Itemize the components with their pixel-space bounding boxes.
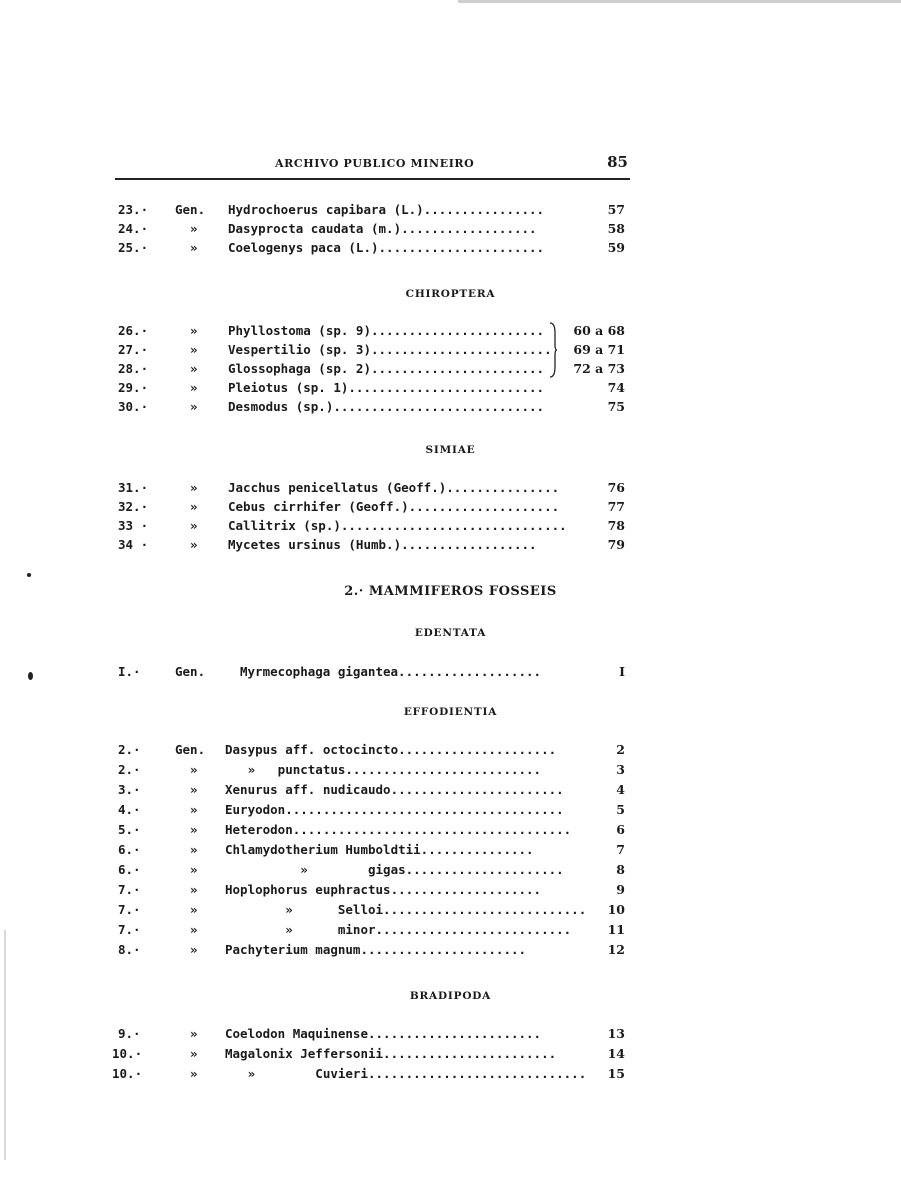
entry-name: Coelogenys paca (L.)...................... bbox=[228, 240, 545, 255]
entry-name: Hydrochoerus capibara (L.)................ bbox=[228, 202, 545, 217]
list-item bbox=[0, 800, 901, 819]
entry-number: 7.· bbox=[118, 902, 141, 917]
section-heading: BRADIPODA bbox=[409, 990, 492, 1002]
entry-page: 60 a 68 bbox=[573, 323, 625, 338]
list-item bbox=[0, 840, 901, 859]
entry-name: Cebus cirrhifer (Geoff.).................... bbox=[228, 499, 560, 514]
list-item bbox=[0, 340, 901, 359]
entry-page: 5 bbox=[616, 802, 625, 817]
entry-number: 25.· bbox=[118, 240, 149, 255]
entry-name: Dasyprocta caudata (m.).................. bbox=[228, 221, 537, 236]
entry-name: » Cuvieri............................. bbox=[225, 1066, 587, 1081]
list-item bbox=[0, 740, 901, 759]
header-page-number: 85 bbox=[607, 153, 628, 171]
list-item bbox=[0, 900, 901, 919]
section-heading: SIMIAE bbox=[425, 444, 476, 456]
entry-page: 7 bbox=[616, 842, 625, 857]
list-item bbox=[0, 1044, 901, 1063]
entry-number: 7.· bbox=[118, 922, 141, 937]
entry-genus-marker: » bbox=[190, 1066, 198, 1081]
entry-number: 2.· bbox=[118, 762, 141, 777]
entry-number: 31.· bbox=[118, 480, 149, 495]
header-rule bbox=[115, 178, 630, 180]
entry-name: Glossophaga (sp. 2)....................... bbox=[228, 361, 545, 376]
entry-genus-marker: » bbox=[190, 782, 198, 797]
entry-name: Magalonix Jeffersonii....................... bbox=[225, 1046, 557, 1061]
entry-name: Phyllostoma (sp. 9)....................... bbox=[228, 323, 545, 338]
list-item bbox=[0, 359, 901, 378]
entry-number: I.· bbox=[118, 664, 141, 679]
entry-page: 77 bbox=[607, 499, 625, 514]
entry-page: 3 bbox=[616, 762, 625, 777]
entry-name: Pachyterium magnum...................... bbox=[225, 942, 527, 957]
list-item bbox=[0, 760, 901, 779]
entry-page: 10 bbox=[607, 902, 625, 917]
entry-name: Hoplophorus euphractus.................... bbox=[225, 882, 542, 897]
list-item bbox=[0, 200, 901, 219]
entry-number: 10.· bbox=[112, 1066, 143, 1081]
entry-page: 4 bbox=[616, 782, 625, 797]
entry-number: 24.· bbox=[118, 221, 149, 236]
entry-page: 59 bbox=[607, 240, 625, 255]
entry-name: Chlamydotherium Humboldtii............... bbox=[225, 842, 534, 857]
entry-page: 11 bbox=[607, 922, 625, 937]
entry-genus-marker: » bbox=[190, 361, 198, 376]
section-heading: EFFODIENTIA bbox=[403, 706, 498, 718]
entry-number: 7.· bbox=[118, 882, 141, 897]
entry-genus-marker: » bbox=[190, 480, 198, 495]
entry-name: » gigas..................... bbox=[225, 862, 564, 877]
entry-name: Pleiotus (sp. 1).......................... bbox=[228, 380, 545, 395]
entry-genus-marker: » bbox=[190, 323, 198, 338]
entry-page: 69 a 71 bbox=[573, 342, 625, 357]
entry-genus-marker: » bbox=[190, 862, 198, 877]
entry-page: 15 bbox=[607, 1066, 625, 1081]
list-item bbox=[0, 535, 901, 554]
entry-name: » punctatus.......................... bbox=[225, 762, 542, 777]
entry-page: 8 bbox=[616, 862, 625, 877]
list-item bbox=[0, 516, 901, 535]
entry-genus-marker: » bbox=[190, 380, 198, 395]
entry-number: 28.· bbox=[118, 361, 149, 376]
entry-genus-marker: » bbox=[190, 942, 198, 957]
list-item bbox=[0, 880, 901, 899]
entry-number: 29.· bbox=[118, 380, 149, 395]
entry-genus-marker: Gen. bbox=[175, 202, 206, 217]
entry-number: 26.· bbox=[118, 323, 149, 338]
entry-name: Desmodus (sp.)............................ bbox=[228, 399, 545, 414]
entry-genus-marker: » bbox=[190, 499, 198, 514]
entry-genus-marker: » bbox=[190, 822, 198, 837]
entry-number: 5.· bbox=[118, 822, 141, 837]
header-title: ARCHIVO PUBLICO MINEIRO bbox=[275, 157, 475, 170]
entry-genus-marker: » bbox=[190, 537, 198, 552]
entry-name: Euryodon..................................... bbox=[225, 802, 564, 817]
page-edge-top bbox=[458, 0, 901, 3]
entry-number: 27.· bbox=[118, 342, 149, 357]
entry-number: 33 · bbox=[118, 518, 149, 533]
entry-page: 9 bbox=[616, 882, 625, 897]
entry-name: Mycetes ursinus (Humb.).................. bbox=[228, 537, 537, 552]
entry-page: I bbox=[619, 664, 625, 679]
entry-genus-marker: » bbox=[190, 902, 198, 917]
entry-number: 10.· bbox=[112, 1046, 143, 1061]
entry-page: 76 bbox=[607, 480, 625, 495]
entry-page: 14 bbox=[607, 1046, 625, 1061]
entry-number: 23.· bbox=[118, 202, 149, 217]
list-item bbox=[0, 219, 901, 238]
entry-number: 34 · bbox=[118, 537, 149, 552]
entry-number: 6.· bbox=[118, 842, 141, 857]
entry-genus-marker: » bbox=[190, 399, 198, 414]
entry-genus-marker: » bbox=[190, 221, 198, 236]
entry-page: 79 bbox=[607, 537, 625, 552]
entry-genus-marker: » bbox=[190, 518, 198, 533]
entry-genus-marker: » bbox=[190, 802, 198, 817]
entry-page: 6 bbox=[616, 822, 625, 837]
entry-number: 2.· bbox=[118, 742, 141, 757]
entry-name: Myrmecophaga gigantea................... bbox=[240, 664, 542, 679]
list-item bbox=[0, 238, 901, 257]
entry-genus-marker: » bbox=[190, 240, 198, 255]
list-item bbox=[0, 662, 901, 681]
entry-name: Vespertilio (sp. 3)........................ bbox=[228, 342, 552, 357]
entry-name: » Selloi........................... bbox=[225, 902, 587, 917]
entry-genus-marker: » bbox=[190, 1026, 198, 1041]
entry-name: » minor.......................... bbox=[225, 922, 572, 937]
main-section-heading: 2.· MAMMIFEROS FOSSEIS bbox=[344, 584, 557, 599]
section-heading: EDENTATA bbox=[414, 627, 487, 639]
list-item bbox=[0, 860, 901, 879]
entry-page: 58 bbox=[607, 221, 625, 236]
entry-genus-marker: Gen. bbox=[175, 742, 206, 757]
page-header bbox=[115, 153, 630, 177]
entry-page: 12 bbox=[607, 942, 625, 957]
entry-genus-marker: » bbox=[190, 1046, 198, 1061]
list-item bbox=[0, 920, 901, 939]
entry-number: 6.· bbox=[118, 862, 141, 877]
scan-speck bbox=[27, 573, 31, 577]
list-item bbox=[0, 940, 901, 959]
list-item bbox=[0, 1024, 901, 1043]
list-item bbox=[0, 1064, 901, 1083]
list-item bbox=[0, 378, 901, 397]
entry-page: 57 bbox=[607, 202, 625, 217]
entry-genus-marker: » bbox=[190, 762, 198, 777]
entry-number: 4.· bbox=[118, 802, 141, 817]
entry-number: 30.· bbox=[118, 399, 149, 414]
entry-genus-marker: Gen. bbox=[175, 664, 206, 679]
entry-page: 13 bbox=[607, 1026, 625, 1041]
entry-page: 2 bbox=[616, 742, 625, 757]
entry-page: 74 bbox=[607, 380, 625, 395]
section-heading: CHIROPTERA bbox=[405, 288, 496, 300]
entry-name: Xenurus aff. nudicaudo....................... bbox=[225, 782, 564, 797]
entry-page: 75 bbox=[607, 399, 625, 414]
list-item bbox=[0, 780, 901, 799]
entry-name: Coelodon Maquinense....................... bbox=[225, 1026, 542, 1041]
list-item bbox=[0, 497, 901, 516]
entry-number: 9.· bbox=[118, 1026, 141, 1041]
list-item bbox=[0, 478, 901, 497]
entry-genus-marker: » bbox=[190, 882, 198, 897]
grouping-brace bbox=[548, 321, 558, 379]
list-item bbox=[0, 397, 901, 416]
entry-number: 3.· bbox=[118, 782, 141, 797]
entry-number: 32.· bbox=[118, 499, 149, 514]
entry-name: Jacchus penicellatus (Geoff.)............... bbox=[228, 480, 560, 495]
list-item bbox=[0, 321, 901, 340]
entry-page: 78 bbox=[607, 518, 625, 533]
entry-number: 8.· bbox=[118, 942, 141, 957]
entry-genus-marker: » bbox=[190, 842, 198, 857]
list-item bbox=[0, 820, 901, 839]
entry-name: Dasypus aff. octocincto..................... bbox=[225, 742, 557, 757]
entry-name: Callitrix (sp.).............................. bbox=[228, 518, 567, 533]
entry-genus-marker: » bbox=[190, 342, 198, 357]
entry-page: 72 a 73 bbox=[573, 361, 625, 376]
entry-genus-marker: » bbox=[190, 922, 198, 937]
entry-name: Heterodon..................................... bbox=[225, 822, 572, 837]
